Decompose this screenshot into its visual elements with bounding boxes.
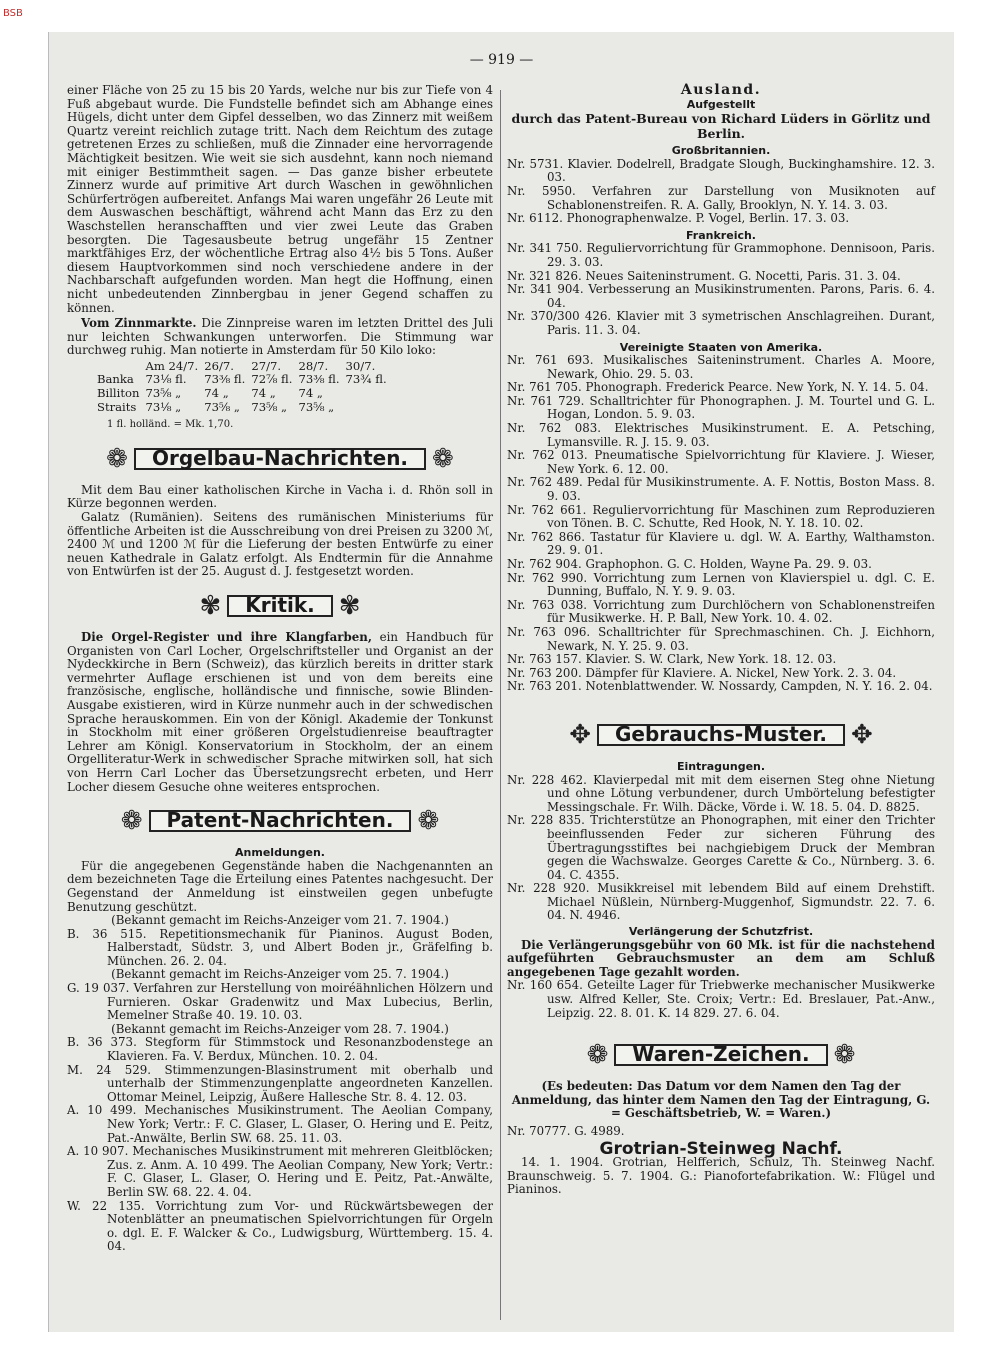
price-value: 74 „ (204, 386, 229, 401)
orgelbau-paragraph: Galatz (Rumänien). Seitens des rumänischen Ministeriums für öffentliche Arbeiten ist die Ausschreibung von drei Preisen zu 3200 ℳ, 2400 ℳ und 1200 ℳ für die Lieferung der besten Entwürfe zu einer neuen Kathedrale in Galatz erfolgt. Als Endtermin für die Annahme von Entwürfen ist der 25. August d. J. festgesetzt worden. (67, 510, 493, 579)
kritik-heading: Die Orgel-Register und ihre Klangfarben, (81, 630, 372, 644)
price-value: 73⅝ „ (298, 399, 335, 414)
ornament-icon: ❁ (586, 1040, 609, 1071)
price-date: 30/7. (345, 358, 376, 373)
page-sheet (48, 32, 954, 1332)
patent-entry: B. 36 515. Repetitionsmechanik für Pianinos. August Boden, Halberstadt, Südstr. 3, und Albert Boden jr., Gräfelfing b. München. 26. 2. 04. (67, 926, 493, 968)
price-row (97, 401, 393, 415)
price-value: 73¾ fl. (345, 372, 387, 387)
kritik-text: ein Handbuch für Organisten von Carl Locher, Orgelschriftsteller und Organist an der Nydeckkirche in Bern (Schweiz), das kürzlich bereits in dritter stark vermehrter Auflage erschienen ist und von dem bereits eine französische, englische, holländische und finnische, sowie Blinden-Ausgabe existieren, wird in Kürze nunmehr auch in der schwedischen Sprache herauskommen. Ein von der Königl. Akademie der Tonkunst in Stockholm mit einer größeren Orgelstudienreise beauftragter Lehrer am Königl. Konservatorium in Stockholm, der an einem Orgelliteratur-Werk in schwedischer Sprache mitwirken soll, hat sich von Herrn Carl Locher das Übersetzungsrecht erbeten, und Herr Locher diesem Gesuche ohne weiteres entsprochen. (67, 630, 493, 794)
intro-paragraph: einer Fläche von 25 zu 15 bis 20 Yards, welche nur bis zur Tiefe von 4 Fuß abgebaut wurde. Die Fundstelle befindet sich am Abhange eines Hügels, dicht unter dem Gipfel desselben, wo das Zinnerz mit weißem Quartz vereint reichlich zutage tritt. Nach dem Reichtum des zutage getretenen Erzes zu schließen, muß die Zinnader eine hervorragende Mächtigkeit besitzen. Wie weit sie sich ausdehnt, kann noch niemand mit einiger Bestimmtheit sagen. — Das ganze bisher erbeutete Zinnerz wurde auf primitive Art durch Waschen in gewöhnlichen Schürfertrögen aufbereitet. Anfangs Mai waren ungefähr 26 Leute mit dem Auswaschen beschäftigt, während acht Mann das Erz zu den Waschstellen heranschafften und vier zwei Leute das Graben besorgten. Die Tagesausbeute betrug ungefähr 15 Zentner marktfähiges Erz, der wöchentliche Ertrag also 4½ bis 5 Tons. Außer diesem Hauptvorkommen sind noch verschiedene andere in der Nachbarschaft aufgefunden worden. Man hegt die Hoffnung, einen nicht unbedeutenden Zinnbergbau in jener Gegend schaffen zu können. (67, 83, 493, 315)
patent-entry: Nr. 762 904. Graphophon. G. C. Holden, Wayne Pa. 29. 9. 03. (507, 557, 872, 571)
country-heading: Frankreich. (686, 228, 756, 242)
patent-entry: Nr. 762 866. Tastatur für Klaviere u. dgl. W. A. Earthy, Walthamston. 29. 9. 01. (507, 529, 935, 558)
price-table (97, 360, 493, 414)
price-date: 26/7. (204, 358, 234, 373)
waren-title: Waren-Zeichen. (614, 1044, 827, 1066)
patent-entry: G. 19 037. Verfahren zur Herstellung von moiréähnlichen Hölzern und Furnieren. Oskar Gradenwitz und Max Lubecius, Berlin, Memelner Straße 40. 19. 10. 03. (67, 981, 493, 1023)
zinn-paragraph (67, 317, 493, 358)
price-value: 72⅞ fl. (251, 372, 293, 387)
price-value (346, 387, 393, 401)
price-date: Am 24/7. (145, 358, 199, 373)
waren-trademark-name: Grotrian-Steinweg Nachf. (599, 1138, 843, 1159)
gebrauchs-banner (507, 718, 935, 752)
waren-banner (507, 1038, 935, 1072)
price-value: 73⅛ „ (145, 399, 182, 414)
patent-entry: Nr. 341 750. Reguliervorrichtung für Grammophone. Dennisoon, Paris. 29. 3. 03. (507, 241, 935, 269)
patent-entry: Nr. 763 038. Vorrichtung zum Durchlöchern von Schablonenstreifen für Musikwerke. H. P. Ball, New York. 10. 4. 02. (507, 597, 935, 626)
right-column (507, 84, 935, 1197)
waren-number: Nr. 70777. G. 4989. (507, 1124, 625, 1138)
price-value: 73⅜ fl. (298, 372, 340, 387)
patent-group-header: (Bekannt gemacht im Reichs-Anzeiger vom 28. 7. 1904.) (111, 1021, 449, 1036)
patent-entry: Nr. 370/300 426. Klavier mit 3 symetrischen Anschlagreihen. Durant, Paris. 11. 3. 04. (507, 309, 935, 337)
price-value: 73⅝ „ (204, 399, 240, 414)
price-name: Billiton (97, 386, 140, 401)
ornament-icon: ❁ (106, 443, 128, 474)
zinn-heading: Vom Zinnmarkte. (81, 316, 197, 331)
patent-entry: Nr. 5731. Klavier. Dodelrell, Bradgate Slough, Buckinghamshire. 12. 3. 03. (507, 156, 935, 185)
verlaengerung-heading: Verlängerung der Schutzfrist. (628, 925, 814, 939)
ornament-icon: ❁ (120, 806, 143, 837)
patent-entry: A. 10 907. Mechanisches Musikinstrument mit mehreren Gleitblöcken; Zus. z. Anm. A. 10 499. The Aeolian Company, New York; Vertr.: F. C. Glaser, L. Glaser, O. Hering und E. Peitz, Pat.-Anwälte, Berlin SW. 68. 22. 4. 04. (67, 1144, 493, 1199)
kritik-paragraph (67, 631, 493, 794)
ornament-icon: ✥ (850, 719, 873, 750)
price-value: 74 „ (298, 386, 323, 401)
left-column (67, 84, 493, 1254)
gm-entry: Nr. 228 920. Musikkreisel mit lebendem Bild auf einem Drehstift. Michael Nüßlein, Nürnberg-Muggenhof, Sigmundstr. 22. 7. 6. 04. N. 4946. (507, 881, 935, 923)
price-date: 28/7. (298, 358, 329, 373)
price-date: 27/7. (251, 358, 282, 373)
patent-entry: Nr. 761 693. Musikalisches Saiteninstrument. Charles A. Moore, Newark, Ohio. 29. 5. 03. (507, 353, 935, 381)
patent-entry: Nr. 6112. Phonographenwalze. P. Vogel, Berlin. 17. 3. 03. (507, 211, 850, 226)
patent-entry: Nr. 762 013. Pneumatische Spielvorrichtung für Klaviere. J. Wieser, New York. 6. 12. 00. (507, 448, 935, 476)
price-row (97, 387, 393, 401)
bureau-line: durch das Patent-Bureau von Richard Lüders in Görlitz und Berlin. (511, 111, 931, 142)
patent-entry: Nr. 762 489. Pedal für Musikinstrumente. A. F. Nottis, Boston Mass. 8. 9. 03. (507, 475, 935, 504)
kritik-title: Kritik. (227, 595, 333, 617)
gm-entry: Nr. 228 835. Trichterstütze an Phonographen, mit einer den Trichter beeinflussenden Feder zur sicheren Führung des Übertragungsstiftes bei nachgiebigem Druck der Membran gegen die Wachswalze. Georges Carette & Co., Nürnberg. 3. 6. 04. C. 4355. (507, 813, 935, 882)
country-heading: Vereinigte Staaten von Amerika. (619, 340, 823, 354)
orgelbau-banner (67, 442, 493, 476)
ornament-icon: ✾ (199, 591, 222, 621)
patent-entry: Nr. 761 705. Phonograph. Frederick Pearce. New York, N. Y. 14. 5. 04. (507, 380, 929, 395)
ornament-icon: ❁ (833, 1040, 856, 1071)
patent-group-header: (Bekannt gemacht im Reichs-Anzeiger vom 25. 7. 1904.) (111, 967, 449, 982)
patent-entry: Nr. 763 201. Notenblattwender. W. Nossardy, Campden, N. Y. 16. 2. 04. (507, 679, 933, 694)
patent-entry: Nr. 341 904. Verbesserung an Musikinstrumenten. Parons, Paris. 6. 4. 04. (507, 282, 935, 310)
patent-title: Patent-Nachrichten. (149, 810, 412, 832)
patent-entry: M. 24 529. Stimmenzungen-Blasinstrument mit oberhalb und unterhalb der Stimmenzungenplatte angeordneten Kanzellen. Ottomar Meinel, Leipzig, Äußere Hallesche Str. 8. 4. 12. 03. (67, 1062, 493, 1104)
price-note: 1 fl. holländ. = Mk. 1,70. (107, 419, 234, 431)
patent-entry: A. 10 499. Mechanisches Musikinstrument. The Aeolian Company, New York; Vertr.: F. C. Glaser, L. Glaser, O. Hering und E. Peitz, Pat.-Anwälte, Berlin SW. 68. 25. 11. 03. (67, 1103, 493, 1145)
price-value: 73⅝ „ (145, 386, 182, 401)
zinn-text: Die Zinnpreise waren im letzten Drittel des Juli nur leichten Schwankungen unterworfen. Die Stimmung war durchweg ruhig. Man notierte in Amsterdam für 50 Kilo loko: (67, 316, 493, 358)
ornament-icon: ✾ (338, 591, 361, 621)
patent-entry: B. 36 373. Stegform für Stimmstock und Resonanzbodenstege an Klavieren. Fa. V. Berdux, München. 10. 2. 04. (67, 1035, 493, 1064)
patent-entry: Nr. 761 729. Schalltrichter für Phonographen. J. M. Tourtel und G. L. Hogan, London. 5. 9. 03. (507, 393, 935, 422)
verlaengerung-text: Die Verlängerungsgebühr von 60 Mk. ist für die nachstehend aufgeführten Gebrauchsmuster an dem am Schluß angegebenen Tage gezahlt worden. (507, 937, 935, 979)
verl-entry: Nr. 160 654. Geteilte Lager für Triebwerke mechanischer Musikwerke usw. Alfred Keller, Ste. Croix; Vertr.: Ed. Breslauer, Pat.-Anw., Leipzig. 22. 8. 01. K. 14 829. 27. 6. 04. (507, 978, 935, 1020)
patent-entry: Nr. 5950. Verfahren zur Darstellung von Musiknoten auf Schablonenstreifen. R. A. Gally, Brooklyn, N. Y. 14. 3. 03. (507, 183, 935, 212)
aufgestellt-label: Aufgestellt (686, 97, 756, 111)
price-value: 73⅛ fl. (145, 372, 187, 387)
price-header-row (97, 360, 393, 374)
patent-entry: Nr. 763 157. Klavier. S. W. Clark, New York. 18. 12. 03. (507, 652, 837, 667)
patent-entry: Nr. 763 200. Dämpfer für Klaviere. A. Nickel, New York. 2. 3. 04. (507, 665, 897, 680)
ausland-title: Ausland. (680, 82, 762, 98)
patent-entry: Nr. 762 661. Reguliervorrichtung für Maschinen zum Reproduzieren von Tönen. B. C. Schutte, Red Hook, N. Y. 18. 10. 02. (507, 502, 935, 531)
gm-entry: Nr. 228 462. Klavierpedal mit mit dem eisernen Steg ohne Nietung und ohne Lötung verbundener, durch Umbörtelung befestigter Messingschale. Fr. Wilh. Däcke, Vörde i. W. 18. 5. 04. D. 8825. (507, 772, 935, 814)
patent-entry: W. 22 135. Vorrichtung zum Vor- und Rückwärtsbewegen der Notenblätter an pneumatischen Spielvorrichtungen für Orgeln o. dgl. E. F. Walcker & Co., Ludwigsburg, Württemberg. 15. 4. 04. (67, 1198, 493, 1254)
patent-intro: Für die angegebenen Gegenstände haben die Nachgenannten an dem bezeichneten Tage die Erteilung eines Patentes nachgesucht. Der Gegenstand der Anmeldung ist einstweilen gegen unbefugte Benutzung geschützt. (67, 858, 493, 914)
waren-note: (Es bedeuten: Das Datum vor dem Namen den Tag der Anmeldung, das hinter dem Namen den Tag der Eintragung, G. = Geschäftsbetrieb, W. = Waren.) (511, 1079, 931, 1121)
column-divider (500, 90, 501, 1320)
corner-label: BSB (3, 8, 23, 19)
price-value: 73⅜ fl. (204, 372, 246, 387)
patent-banner (67, 804, 493, 838)
price-value: 74 „ (251, 386, 276, 401)
patent-entry: Nr. 762 990. Vorrichtung zum Lernen von Klavierspiel u. dgl. C. E. Dunning, Buffalo, N. Y. 9. 9. 03. (507, 570, 935, 599)
page-number: — 919 — (469, 52, 534, 68)
eintragungen-heading: Eintragungen. (676, 759, 766, 773)
gebrauchs-title: Gebrauchs-Muster. (597, 724, 845, 746)
ornament-icon: ✥ (569, 719, 591, 750)
country-heading: Großbritannien. (671, 144, 771, 158)
price-value: 73⅝ „ (251, 399, 288, 414)
ornament-icon: ❁ (432, 443, 454, 474)
patent-entry: Nr. 762 083. Elektrisches Musikinstrument. E. A. Petsching, Lymansville. R. J. 15. 9. 03. (507, 421, 935, 449)
patent-group-header: (Bekannt gemacht im Reichs-Anzeiger vom 21. 7. 1904.) (111, 913, 449, 928)
orgelbau-title: Orgelbau-Nachrichten. (134, 448, 426, 470)
price-value (346, 401, 393, 415)
waren-text: 14. 1. 1904. Grotrian, Helfferich, Schulz, Th. Steinweg Nachf. Braunschweig. 5. 7. 1904. G.: Pianofortefabrikation. W.: Flügel und Pianinos. (507, 1155, 935, 1197)
price-name: Banka (97, 372, 134, 387)
anmeldungen-heading: Anmeldungen. (235, 846, 325, 860)
ornament-icon: ❁ (417, 806, 440, 837)
price-row (97, 373, 393, 387)
kritik-banner (67, 589, 493, 623)
patent-entry: Nr. 763 096. Schalltrichter für Sprechmaschinen. Ch. J. Eichhorn, Newark, N. Y. 25. 9. 03. (507, 624, 935, 653)
price-name: Straits (97, 399, 137, 414)
orgelbau-paragraph: Mit dem Bau einer katholischen Kirche in Vacha i. d. Rhön soll in Kürze begonnen werden. (67, 482, 493, 511)
patent-entry: Nr. 321 826. Neues Saiteninstrument. G. Nocetti, Paris. 31. 3. 04. (507, 268, 901, 283)
